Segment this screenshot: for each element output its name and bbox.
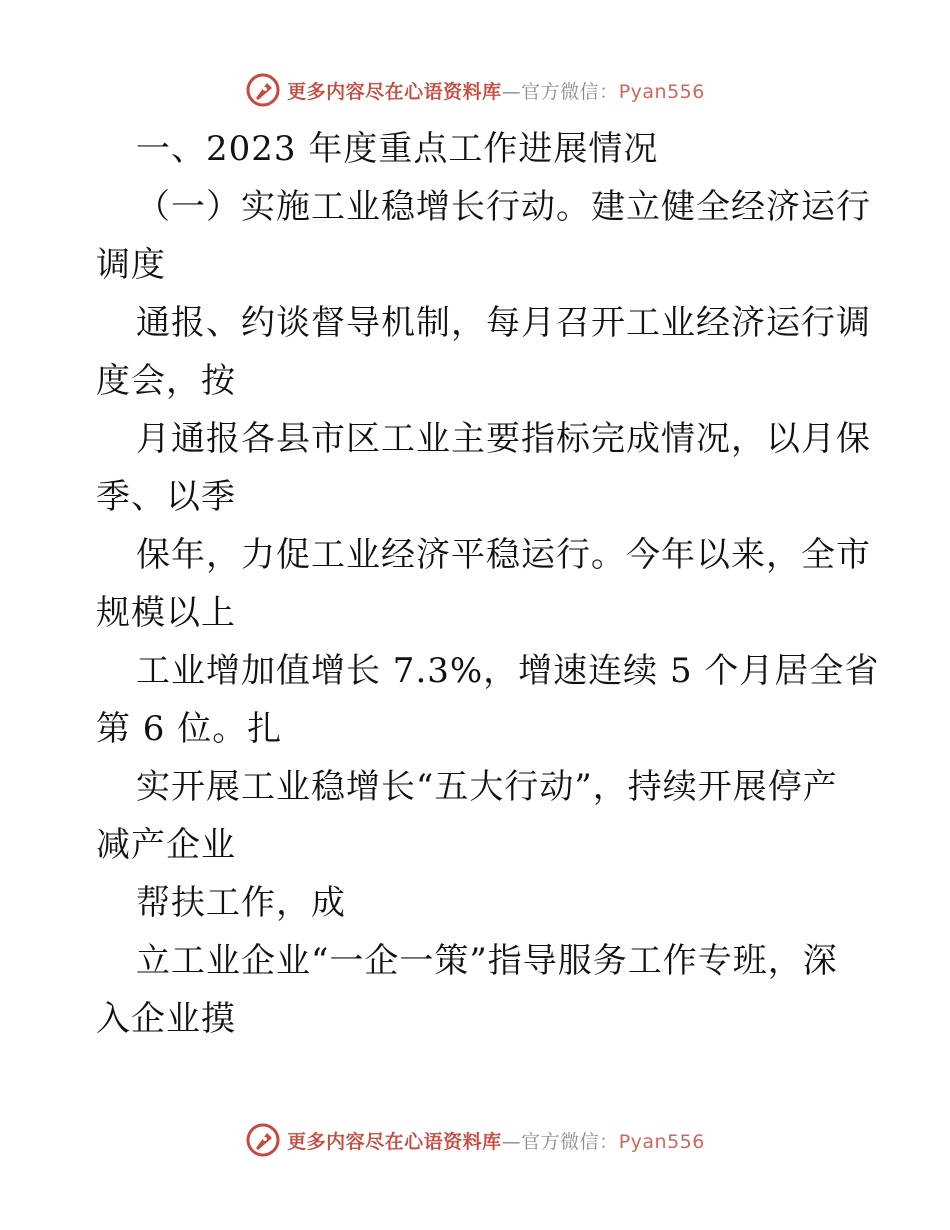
banner-official-label: 官方微信： — [521, 1130, 619, 1153]
text-line: （一）实施工业稳增长行动。建立健全经济运行 — [136, 187, 871, 227]
text-line: 通报、约谈督导机制，每月召开工业经济运行调 — [136, 303, 871, 343]
text-line: 实开展工业稳增长“五大行动”，持续开展停产 — [136, 767, 838, 807]
banner-text — [287, 77, 705, 104]
text-line: 度会，按 — [96, 361, 236, 401]
banner-text — [287, 1127, 705, 1154]
text-line: 立工业企业“一企一策”指导服务工作专班，深 — [136, 941, 838, 981]
banner-handle: Pyan556 — [618, 80, 705, 103]
text-line: 第 6 位。扎 — [96, 709, 283, 749]
text-line: 减产企业 — [96, 825, 236, 865]
banner-dash: — — [501, 1130, 522, 1153]
banner-handle: Pyan556 — [618, 1130, 705, 1153]
text-line: 季、以季 — [96, 477, 236, 517]
document-body — [96, 120, 880, 1048]
banner-main-text: 更多内容尽在心语资料库 — [287, 1130, 502, 1153]
banner-dash: — — [501, 80, 522, 103]
text-line: 调度 — [96, 245, 166, 285]
text-line: 入企业摸 — [96, 999, 236, 1039]
banner-official-label: 官方微信： — [521, 80, 619, 103]
banner-main-text: 更多内容尽在心语资料库 — [287, 80, 502, 103]
text-line: 规模以上 — [96, 593, 236, 633]
pen-nib-logo-icon — [245, 72, 281, 108]
text-line: 工业增加值增长 7.3%，增速连续 5 个月居全省 — [136, 651, 880, 691]
pen-nib-logo-icon — [245, 1122, 281, 1158]
text-line: 月通报各县市区工业主要指标完成情况，以月保 — [136, 419, 871, 459]
footer-watermark-banner — [0, 1120, 950, 1160]
text-line: 帮扶工作，成 — [136, 883, 346, 923]
text-line: 一、2023 年度重点工作进展情况 — [136, 129, 659, 169]
text-line: 保年，力促工业经济平稳运行。今年以来，全市 — [136, 535, 871, 575]
header-watermark-banner — [0, 70, 950, 110]
